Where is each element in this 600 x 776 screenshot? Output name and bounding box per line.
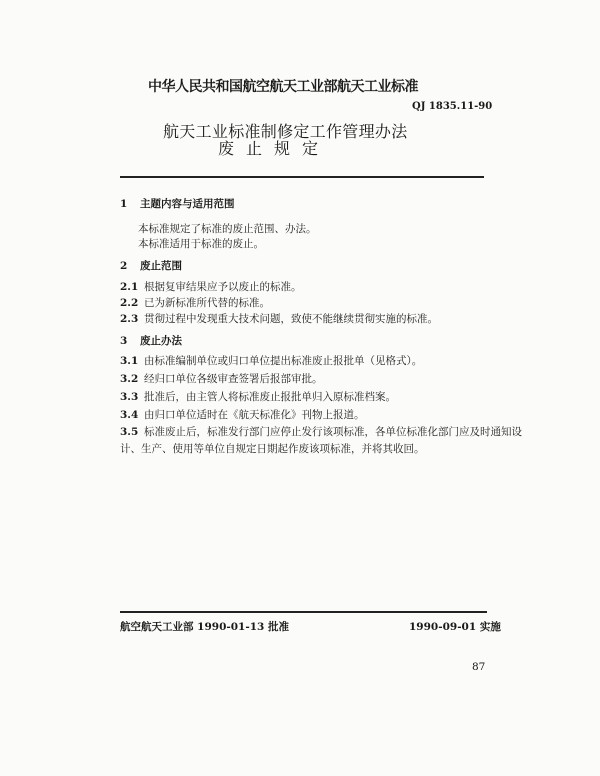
page-number: 87 — [472, 661, 486, 673]
footer-divider — [120, 611, 487, 613]
clause: 3.5 标准废止后，标准发行部门应停止发行该项标准，各单位标准化部门应及时通知设 — [120, 426, 522, 438]
approval-note: 航空航天工业部 1990-01-13 批准 — [120, 621, 289, 633]
title-divider — [120, 176, 484, 178]
document-title: 航天工业标准制修定工作管理办法 — [163, 122, 408, 141]
clause: 2.3 贯彻过程中发现重大技术问题，致使不能继续贯彻实施的标准。 — [120, 313, 438, 325]
paragraph: 本标准适用于标准的废止。 — [138, 238, 264, 250]
clause: 3.4 由归口单位适时在《航天标准化》刊物上报道。 — [120, 409, 365, 421]
clause-continuation: 计、生产、使用等单位自规定日期起作废该项标准，并将其收回。 — [120, 443, 425, 455]
issuer-header: 中华人民共和国航空航天工业部航天工业标准 — [148, 79, 418, 95]
clause: 3.2 经归口单位各级审查签署后报部审批。 — [120, 373, 323, 385]
section-heading: 3 废止办法 — [120, 335, 182, 347]
section-heading: 1 主题内容与适用范围 — [120, 198, 235, 210]
standard-code: QJ 1835.11-90 — [412, 101, 493, 112]
clause: 2.1 根据复审结果应予以废止的标准。 — [120, 281, 302, 293]
clause: 3.3 批准后，由主管人将标准废止报批单归入原标准档案。 — [120, 391, 396, 403]
document-subtitle: 废止规定 — [218, 139, 331, 158]
section-heading: 2 废止范围 — [120, 260, 182, 272]
clause: 2.2 已为新标准所代替的标准。 — [120, 297, 270, 309]
clause: 3.1 由标准编制单位或归口单位提出标准废止报批单（见格式）。 — [120, 355, 423, 367]
effective-date: 1990-09-01 实施 — [409, 621, 501, 633]
paragraph: 本标准规定了标准的废止范围、办法。 — [138, 223, 317, 235]
